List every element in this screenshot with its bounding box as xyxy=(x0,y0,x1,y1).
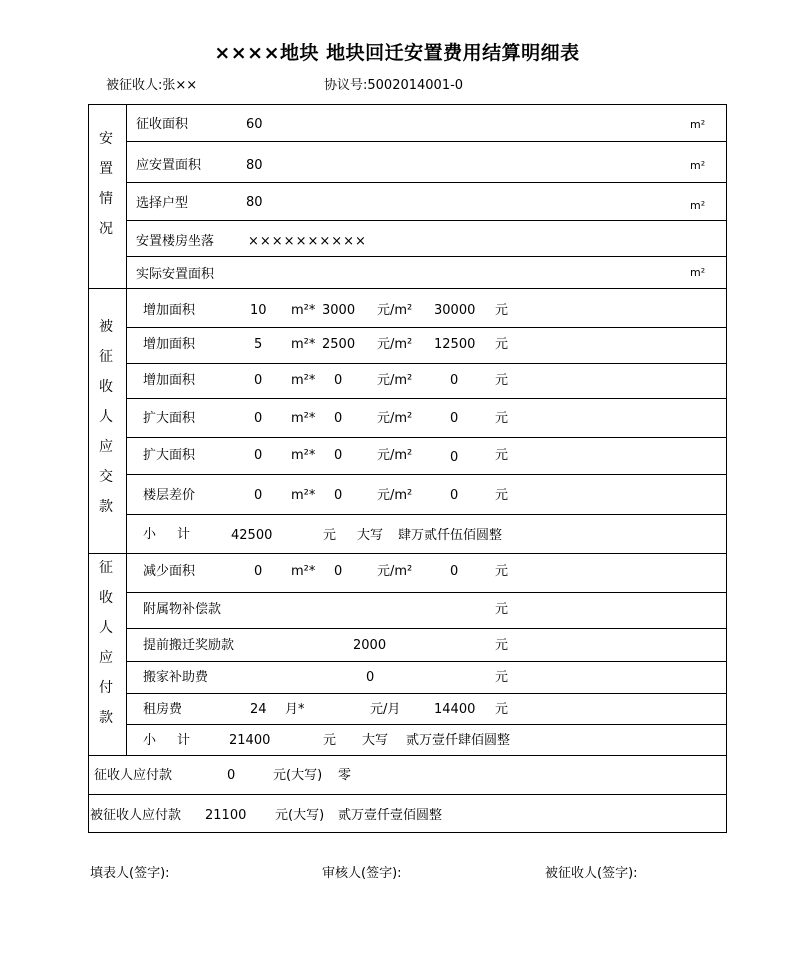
row-area: 0 xyxy=(254,448,263,463)
row-rate-unit: 元/月 xyxy=(370,702,401,717)
row-price: 0 xyxy=(334,373,343,388)
row-total-unit: 元 xyxy=(495,488,509,503)
row-value: 0 xyxy=(366,670,375,685)
subtotal-value: 21400 xyxy=(229,733,271,748)
row-price: 0 xyxy=(334,488,343,503)
row-area-unit: m²* xyxy=(291,373,316,388)
row-price: 3000 xyxy=(322,303,356,318)
row-price-unit: 元/m² xyxy=(377,488,413,503)
signature-payee: 被征收人(签字): xyxy=(545,866,638,881)
row-price-unit: 元/m² xyxy=(377,448,413,463)
section-label-fukuan: 征 收 人 应 付 款 xyxy=(99,560,113,726)
subtotal-daxie-label: 大写 xyxy=(362,733,389,748)
subtotal-label: 小 计 xyxy=(143,733,195,748)
row-value: 60 xyxy=(246,117,263,132)
row-price: 2500 xyxy=(322,337,356,352)
row-total: 0 xyxy=(450,373,459,388)
row-total-unit: 元 xyxy=(495,337,509,352)
summary-daxie: 贰万壹仟壹佰圆整 xyxy=(338,808,443,823)
agreement-number: 协议号:5002014001-0 xyxy=(324,78,464,93)
subtotal-daxie-label: 大写 xyxy=(357,528,384,543)
row-label: 楼层差价 xyxy=(143,488,196,503)
row-label: 附属物补偿款 xyxy=(143,602,222,617)
row-area-unit: m²* xyxy=(291,411,316,426)
row-label: 征收面积 xyxy=(136,117,189,132)
row-unit: 元 xyxy=(495,638,509,653)
row-months: 24 xyxy=(250,702,267,717)
row-area-unit: m²* xyxy=(291,488,316,503)
row-area: 0 xyxy=(254,373,263,388)
row-label: 实际安置面积 xyxy=(136,267,215,282)
subtotal-value: 42500 xyxy=(231,528,273,543)
row-price-unit: 元/m² xyxy=(377,373,413,388)
signature-reviewer: 审核人(签字): xyxy=(322,866,402,881)
row-area: 5 xyxy=(254,337,263,352)
summary-value: 0 xyxy=(227,768,236,783)
row-total: 0 xyxy=(450,564,459,579)
row-price-unit: 元/m² xyxy=(377,564,413,579)
summary-label: 征收人应付款 xyxy=(94,768,173,783)
row-total: 0 xyxy=(450,411,459,426)
row-area-unit: m²* xyxy=(291,448,316,463)
signature-filler: 填表人(签字): xyxy=(90,866,170,881)
row-total: 0 xyxy=(450,488,459,503)
row-total-unit: 元 xyxy=(495,564,509,579)
row-value: 80 xyxy=(246,158,263,173)
subtotal-daxie: 贰万壹仟肆佰圆整 xyxy=(406,733,511,748)
row-total-unit: 元 xyxy=(495,411,509,426)
row-area: 10 xyxy=(250,303,267,318)
row-label: 减少面积 xyxy=(143,564,196,579)
payee-name: 被征收人:张×× xyxy=(106,78,198,93)
section-label-anzhi: 安 置 情 况 xyxy=(99,131,113,237)
row-price-unit: 元/m² xyxy=(377,303,413,318)
row-value: ×××××××××× xyxy=(248,234,367,249)
subtotal-daxie: 肆万贰仟伍佰圆整 xyxy=(398,528,503,543)
row-price-unit: 元/m² xyxy=(377,337,413,352)
row-label: 提前搬迁奖励款 xyxy=(143,638,235,653)
row-unit: m² xyxy=(690,159,706,172)
row-unit: m² xyxy=(690,199,706,212)
row-unit: 元 xyxy=(495,670,509,685)
row-unit: m² xyxy=(690,118,706,131)
summary-unit: 元(大写) xyxy=(273,768,323,783)
row-area-unit: m²* xyxy=(291,337,316,352)
subtotal-label: 小 计 xyxy=(143,527,195,542)
row-total: 30000 xyxy=(434,303,476,318)
row-label: 增加面积 xyxy=(143,373,196,388)
row-area: 0 xyxy=(254,564,263,579)
row-price-unit: 元/m² xyxy=(377,411,413,426)
row-price: 0 xyxy=(334,448,343,463)
row-total: 0 xyxy=(450,450,459,465)
row-label: 增加面积 xyxy=(143,337,196,352)
row-label: 扩大面积 xyxy=(143,448,196,463)
summary-daxie: 零 xyxy=(338,768,352,783)
row-label: 租房费 xyxy=(143,702,183,717)
row-area: 0 xyxy=(254,411,263,426)
row-area-unit: m²* xyxy=(291,564,316,579)
row-label: 扩大面积 xyxy=(143,411,196,426)
row-total: 14400 xyxy=(434,702,476,717)
row-total: 12500 xyxy=(434,337,476,352)
subtotal-unit: 元 xyxy=(323,733,337,748)
row-label: 搬家补助费 xyxy=(143,670,209,685)
row-area: 0 xyxy=(254,488,263,503)
row-unit: 元 xyxy=(495,602,509,617)
row-price: 0 xyxy=(334,411,343,426)
row-label: 增加面积 xyxy=(143,303,196,318)
summary-value: 21100 xyxy=(205,808,247,823)
section-label-jiaokuan: 被 征 收 人 应 交 款 xyxy=(99,319,113,515)
row-value: 80 xyxy=(246,195,263,210)
row-label: 安置楼房坐落 xyxy=(136,234,215,249)
subtotal-unit: 元 xyxy=(323,528,337,543)
row-area-unit: m²* xyxy=(291,303,316,318)
row-label: 选择户型 xyxy=(136,196,189,211)
row-total-unit: 元 xyxy=(495,448,509,463)
row-total-unit: 元 xyxy=(495,303,509,318)
row-months-unit: 月* xyxy=(285,702,305,717)
row-unit: m² xyxy=(690,266,706,279)
summary-label: 被征收人应付款 xyxy=(90,808,182,823)
row-total-unit: 元 xyxy=(495,702,509,717)
row-total-unit: 元 xyxy=(495,373,509,388)
row-value: 2000 xyxy=(353,638,387,653)
page-title: ××××地块 地块回迁安置费用结算明细表 xyxy=(214,42,580,64)
summary-unit: 元(大写) xyxy=(275,808,325,823)
row-price: 0 xyxy=(334,564,343,579)
row-label: 应安置面积 xyxy=(136,158,202,173)
